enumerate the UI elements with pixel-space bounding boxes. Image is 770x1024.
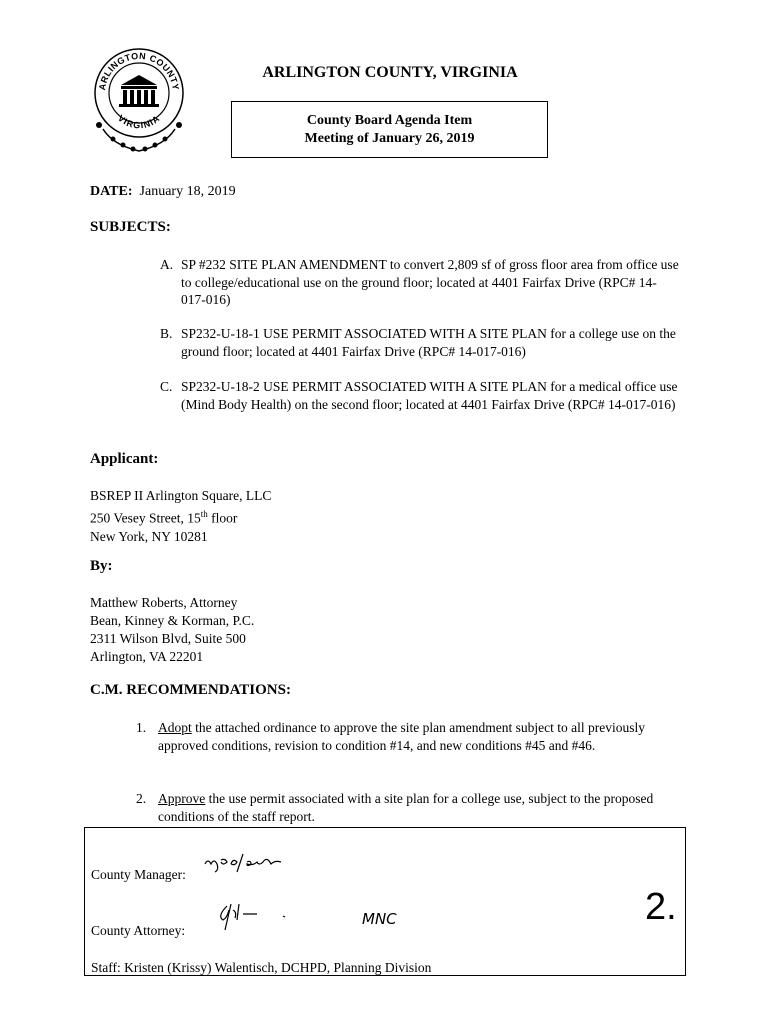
date-label: DATE:	[90, 184, 133, 199]
applicant-name: BSREP II Arlington Square, LLC	[90, 488, 272, 503]
county-manager-signature	[203, 850, 299, 876]
recommendation-verb: Approve	[158, 791, 206, 806]
date-value: January 18, 2019	[139, 184, 236, 199]
agenda-item-number: 2.	[645, 886, 677, 928]
county-seal-logo	[93, 47, 185, 159]
recommendations-heading: C.M. RECOMMENDATIONS:	[90, 682, 291, 698]
applicant-address	[90, 487, 271, 546]
attorney-initials: MNC	[362, 910, 397, 928]
subject-item-a	[160, 256, 680, 309]
recommendation-text: the use permit associated with a site plan for a college use, subject to the proposed conditions of the staff report.	[158, 791, 654, 824]
county-attorney-signature	[213, 900, 299, 934]
subject-item-c	[160, 378, 680, 413]
applicant-heading: Applicant:	[90, 451, 159, 467]
subject-text: SP232-U-18-1 USE PERMIT ASSOCIATED WITH A SITE PLAN for a college use on the ground floor; located at 4401 Fairfax Drive (RPC# 14-017-016)	[181, 326, 676, 359]
recommendation-marker: 1.	[136, 720, 147, 735]
by-heading: By:	[90, 558, 113, 574]
recommendation-verb: Adopt	[158, 720, 192, 735]
agenda-item-box	[231, 101, 548, 158]
attorney-address	[90, 594, 254, 666]
subject-marker: B.	[160, 326, 173, 341]
recommendation-item-2	[136, 790, 676, 826]
subjects-heading: SUBJECTS:	[90, 219, 171, 235]
subject-text: SP #232 SITE PLAN AMENDMENT to convert 2,809 sf of gross floor area from office use to college/educational use on the ground floor; located at 4401 Fairfax Drive (RPC# 14-017-016)	[181, 257, 679, 307]
svg-text:VIRGINIA: VIRGINIA	[115, 112, 163, 131]
staff-line: Staff: Kristen (Krissy) Walentisch, DCHPD, Planning Division	[91, 960, 432, 975]
recommendation-marker: 2.	[136, 791, 147, 806]
applicant-city: New York, NY 10281	[90, 528, 208, 544]
law-firm: Bean, Kinney & Korman, P.C.	[90, 613, 255, 628]
signoff-box	[84, 827, 686, 976]
subject-marker: C.	[160, 379, 173, 394]
svg-text:ARLINGTON COUNTY: ARLINGTON COUNTY	[97, 50, 181, 91]
recommendation-item-1	[136, 719, 676, 755]
subject-marker: A.	[160, 257, 174, 272]
date-line	[90, 184, 236, 200]
subject-item-b	[160, 325, 680, 360]
agenda-item-title: County Board Agenda Item	[306, 113, 473, 128]
county-attorney-label: County Attorney:	[91, 923, 186, 938]
applicant-street: 250 Vesey Street, 15th floor	[90, 509, 238, 526]
firm-street: 2311 Wilson Blvd, Suite 500	[90, 631, 246, 646]
attorney-name: Matthew Roberts, Attorney	[90, 595, 238, 610]
meeting-date: Meeting of January 26, 2019	[304, 131, 475, 146]
firm-city: Arlington, VA 22201	[90, 649, 204, 664]
county-manager-label: County Manager:	[91, 867, 186, 882]
recommendation-text: the attached ordinance to approve the site plan amendment subject to all previously approved conditions, revision to condition #14, and new conditions #45 and #46.	[158, 720, 645, 753]
county-title: ARLINGTON COUNTY, VIRGINIA	[262, 64, 518, 81]
subject-text: SP232-U-18-2 USE PERMIT ASSOCIATED WITH A SITE PLAN for a medical office use (Mind Body Health) on the second floor; located at 4401 Fairfax Drive (RPC# 14-017-016)	[181, 379, 678, 412]
